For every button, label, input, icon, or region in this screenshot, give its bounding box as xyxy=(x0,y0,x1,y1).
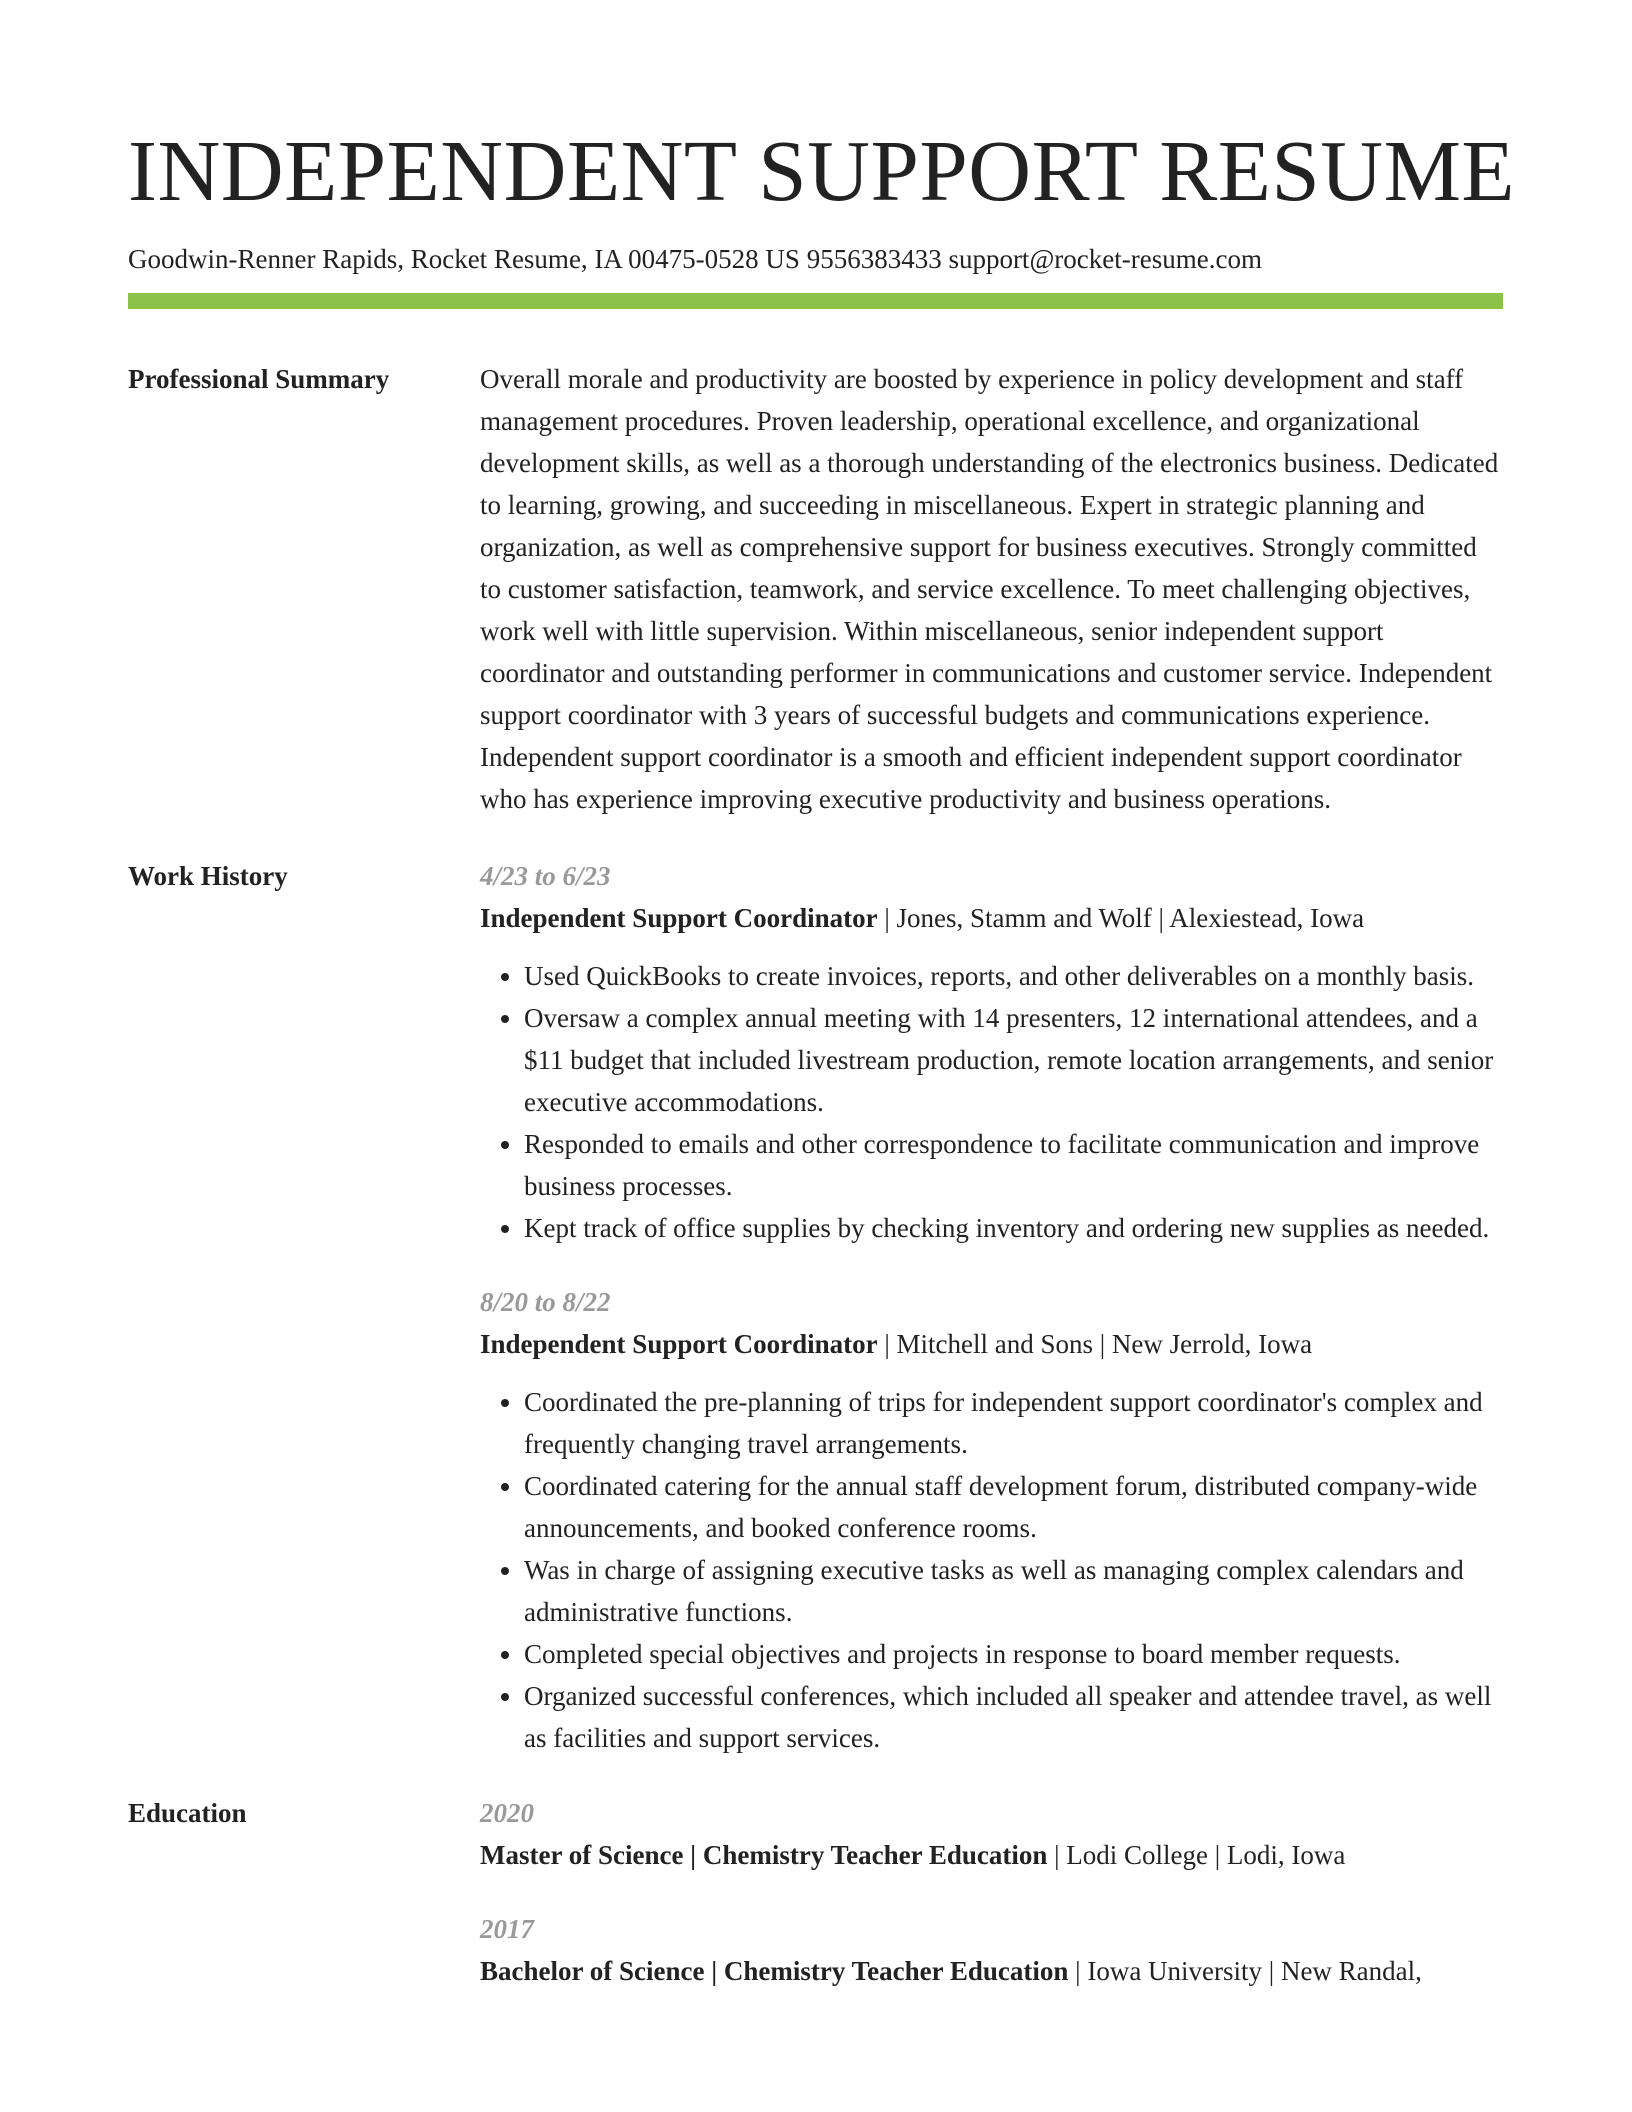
job-heading xyxy=(480,897,1503,939)
contact-phone: 9556383433 xyxy=(806,244,942,274)
job-bullet: • Used QuickBooks to create invoices, reports, and other deliverables on a monthly basis. xyxy=(524,955,1503,997)
job-title: Independent Support Coordinator xyxy=(480,1329,878,1359)
job-bullets xyxy=(480,1381,1503,1759)
job-title: Independent Support Coordinator xyxy=(480,903,878,933)
job-entry xyxy=(480,855,1503,1249)
job-bullet: • Coordinated catering for the annual staff development forum, distributed company-wide announcements, and booked conference rooms. xyxy=(524,1465,1503,1549)
work-history-list xyxy=(480,855,1503,1759)
resume-title: INDEPENDENT SUPPORT RESUME xyxy=(128,122,1516,219)
education-year: 2020 xyxy=(480,1798,534,1828)
contact-line xyxy=(128,242,1503,276)
contact-address: Goodwin-Renner Rapids, Rocket Resume, IA 00475-0528 US xyxy=(128,244,800,274)
job-details: | Mitchell and Sons | New Jerrold, Iowa xyxy=(877,1329,1313,1359)
section-label-work: Work History xyxy=(128,861,288,891)
job-bullets xyxy=(480,955,1503,1249)
job-heading xyxy=(480,1323,1503,1365)
education-list xyxy=(480,1792,1503,1992)
job-bullet: • Oversaw a complex annual meeting with 14 presenters, 12 international attendees, and a $11 budget that included livestream production, remote location arrangements, and senior executive accommodations. xyxy=(524,997,1503,1123)
degree-title: Master of Science | Chemistry Teacher Education xyxy=(480,1840,1048,1870)
work-history-section xyxy=(128,855,1503,1759)
education-heading xyxy=(480,1834,1503,1876)
contact-email: support@rocket-resume.com xyxy=(948,244,1262,274)
header-divider xyxy=(128,293,1503,309)
section-label-education: Education xyxy=(128,1798,247,1828)
education-section xyxy=(128,1792,1503,1992)
resume-page xyxy=(128,0,1516,1992)
education-details: | Iowa University | New Randal, xyxy=(1068,1956,1422,1986)
job-bullet: • Completed special objectives and projects in response to board member requests. xyxy=(524,1633,1503,1675)
job-bullet: • Responded to emails and other correspondence to facilitate communication and improve business processes. xyxy=(524,1123,1503,1207)
education-year: 2017 xyxy=(480,1914,534,1944)
education-entry xyxy=(480,1792,1503,1876)
education-details: | Lodi College | Lodi, Iowa xyxy=(1047,1840,1346,1870)
job-bullet: • Was in charge of assigning executive tasks as well as managing complex calendars and administrative functions. xyxy=(524,1549,1503,1633)
job-entry xyxy=(480,1281,1503,1759)
job-dates: 8/20 to 8/22 xyxy=(480,1287,611,1317)
section-label-summary: Professional Summary xyxy=(128,364,390,394)
education-entry xyxy=(480,1908,1503,1992)
education-heading xyxy=(480,1950,1503,1992)
job-bullet: • Kept track of office supplies by checking inventory and ordering new supplies as needed. xyxy=(524,1207,1503,1249)
job-dates: 4/23 to 6/23 xyxy=(480,861,611,891)
job-bullet: • Organized successful conferences, which included all speaker and attendee travel, as well as facilities and support services. xyxy=(524,1675,1503,1759)
job-bullet: • Coordinated the pre-planning of trips for independent support coordinator's complex and frequently changing travel arrangements. xyxy=(524,1381,1503,1465)
professional-summary-section xyxy=(128,358,1503,820)
degree-title: Bachelor of Science | Chemistry Teacher Education xyxy=(480,1956,1069,1986)
job-details: | Jones, Stamm and Wolf | Alexiestead, Iowa xyxy=(877,903,1365,933)
summary-text: Overall morale and productivity are boosted by experience in policy development and staff management procedures. Proven leadership, operational excellence, and organizational development skills, as well as a thorough understanding of the electronics business. Dedicated to learning, growing, and succeeding in miscellaneous. Expert in strategic planning and organization, as well as comprehensive support for business executives. Strongly committed to customer satisfaction, teamwork, and service excellence. To meet challenging objectives, work well with little supervision. Within miscellaneous, senior independent support coordinator and outstanding performer in communications and customer service. Independent support coordinator with 3 years of successful budgets and communications experience. Independent support coordinator is a smooth and efficient independent support coordinator who has experience improving executive productivity and business operations. xyxy=(480,364,1499,814)
